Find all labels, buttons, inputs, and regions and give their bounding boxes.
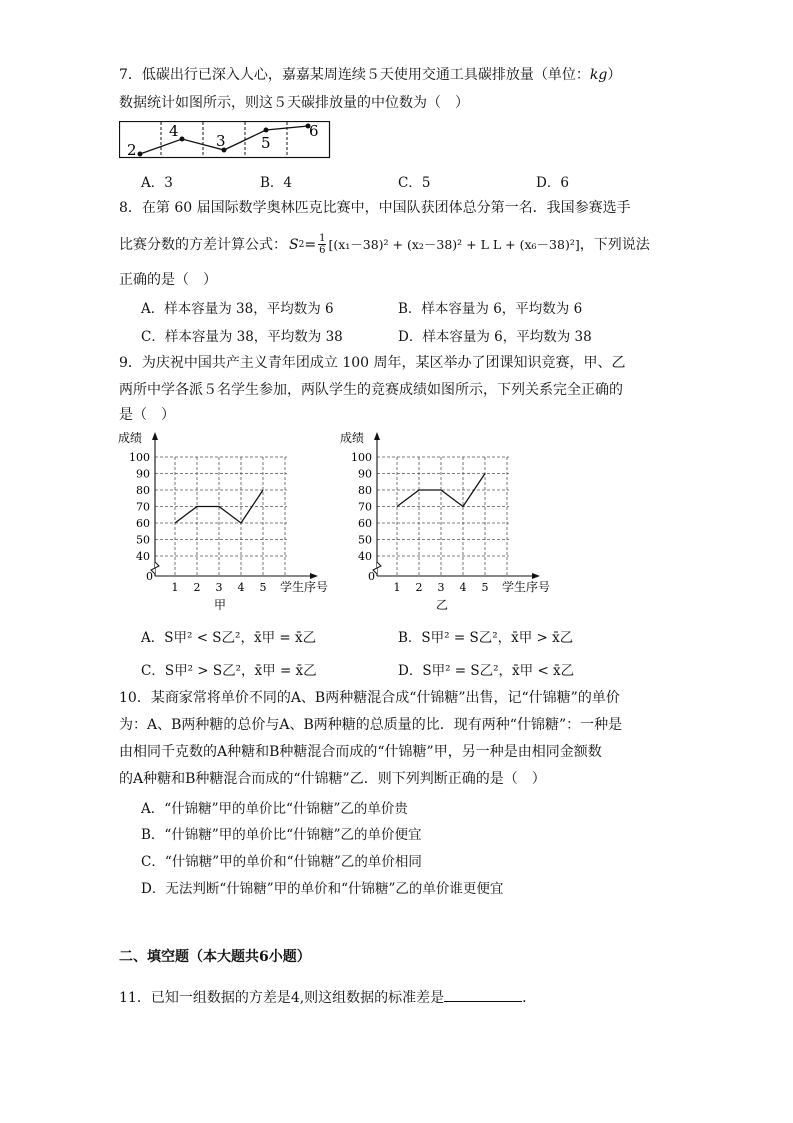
- q11-line: [119, 987, 536, 1008]
- y-tick-label: 0: [368, 570, 375, 583]
- y-axis-arrow: [374, 432, 380, 440]
- x-axis-label: 学生序号: [280, 580, 329, 594]
- q7-line2: 数据统计如图所示，则这５天碳排放量的中位数为（ ）: [119, 95, 469, 111]
- chart-jia: [112, 428, 337, 618]
- q9-line1: 9．为庆祝中国共产主义青年团成立 100 周年，某区举办了团课知识竞赛，甲、乙: [119, 355, 626, 371]
- q8-formula-s: S: [289, 236, 299, 253]
- x-axis-arrow: [310, 573, 318, 579]
- y-tick-label: 100: [351, 451, 372, 464]
- q9-line2: 两所中学各派５名学生参加，两队学生的竞赛成绩如图所示，下列关系完全正确的: [119, 382, 623, 398]
- x-axis-arrow: [532, 573, 540, 579]
- y-tick-label: 50: [136, 533, 150, 547]
- q8-formula-body: [(x₁－38)² + (x₂－38)² + L L + (x₆－38)²]: [328, 236, 580, 252]
- q7-value-label: 3: [216, 132, 226, 150]
- q8-fraction-num: 1: [319, 233, 326, 244]
- q9-option-c[interactable]: C．S甲² > S乙²，x̄甲 = x̄乙: [141, 663, 317, 679]
- q8-fraction-den: 6: [319, 245, 326, 256]
- q9-option-b[interactable]: B．S甲² = S乙²，x̄甲 > x̄乙: [398, 630, 574, 646]
- y-tick-label: 90: [136, 467, 150, 481]
- x-tick-label: 3: [437, 581, 445, 594]
- q8-option-c[interactable]: C．样本容量为 38，平均数为 38: [141, 329, 343, 345]
- q7-option-a[interactable]: A．3: [141, 175, 173, 191]
- q11-answer-blank[interactable]: [444, 987, 522, 1002]
- q8-option-d[interactable]: D．样本容量为 6，平均数为 38: [398, 329, 592, 345]
- q8-line2: [119, 233, 650, 256]
- q7-line1: [119, 65, 621, 85]
- x-tick-label: 2: [415, 581, 423, 594]
- q9-option-a[interactable]: A．S甲² < S乙²，x̄甲 = x̄乙: [141, 630, 317, 646]
- y-tick-label: 70: [358, 500, 372, 514]
- q8-line1: 8．在第 60 届国际数学奥林匹克比赛中，中国队获团体总分第一名．我国参赛选手: [119, 200, 631, 216]
- q10-option-d[interactable]: D．无法判断“什锦糖”甲的单价和“什锦糖”乙的单价谁更便宜: [141, 881, 504, 897]
- q7-text: 7．低碳出行已深入人心，嘉嘉某周连续５天使用交通工具碳排放量（单位：: [119, 67, 590, 83]
- y-tick-label: 80: [136, 484, 150, 497]
- q10-line3: 由相同千克数的A种糖和B种糖混合而成的“什锦糖”甲，另一种是由相同金额数: [119, 744, 602, 760]
- chart-caption: 乙: [435, 598, 449, 612]
- q8-line2-end: ，下列说法: [579, 236, 650, 253]
- q10-option-c[interactable]: C．“什锦糖”甲的单价和“什锦糖”乙的单价相同: [141, 854, 422, 870]
- q10-line4: 的A种糖和B种糖混合而成的“什锦糖”乙．则下列判断正确的是（ ）: [119, 771, 546, 787]
- y-tick-label: 0: [146, 570, 153, 583]
- q8-option-b[interactable]: B．样本容量为 6，平均数为 6: [398, 301, 583, 317]
- x-tick-label: 1: [171, 581, 179, 594]
- q10-option-b[interactable]: B．“什锦糖”甲的单价比“什锦糖”乙的单价便宜: [141, 827, 422, 843]
- y-tick-label: 60: [136, 517, 150, 530]
- q7-option-c[interactable]: C．5: [398, 175, 431, 191]
- x-tick-label: 2: [193, 581, 201, 594]
- q7-value-label: 5: [261, 134, 271, 152]
- x-tick-label: 3: [215, 581, 223, 594]
- y-tick-label: 80: [358, 484, 372, 497]
- y-tick-label: 60: [358, 517, 372, 530]
- x-tick-label: 5: [259, 581, 267, 594]
- q7-end: ）: [607, 67, 622, 83]
- q10-option-a[interactable]: A．“什锦糖”甲的单价比“什锦糖”乙的单价贵: [141, 801, 408, 817]
- x-axis-label: 学生序号: [502, 580, 551, 594]
- y-tick-label: 100: [129, 451, 150, 464]
- y-tick-label: 70: [136, 500, 150, 514]
- q7-value-label: 6: [309, 122, 319, 140]
- q9-line3: 是（ ）: [119, 407, 175, 423]
- y-axis-label: 成绩: [340, 431, 365, 445]
- y-tick-label: 90: [358, 467, 372, 481]
- y-axis-arrow: [152, 432, 158, 440]
- q8-formula-sup: 2: [298, 239, 305, 250]
- q8-option-a[interactable]: A．样本容量为 38，平均数为 6: [141, 301, 334, 317]
- q8-line3: 正确的是（ ）: [119, 272, 217, 288]
- q7-value-label: 4: [169, 122, 179, 140]
- section-title: 二、填空题（本大题共6小题）: [119, 949, 311, 965]
- q11-text: 11．已知一组数据的方差是4,则这组数据的标准差是: [119, 990, 445, 1006]
- chart-yi: [334, 428, 559, 618]
- x-tick-label: 4: [459, 581, 467, 594]
- q7-unit: kg: [589, 67, 608, 83]
- x-tick-label: 4: [237, 581, 245, 594]
- q7-figure: [119, 121, 331, 159]
- q7-option-b[interactable]: B．4: [260, 175, 293, 191]
- q7-value-label: 2: [127, 141, 137, 159]
- q11-end: ．: [522, 990, 537, 1006]
- x-tick-label: 1: [393, 581, 401, 594]
- chart-caption: 甲: [213, 598, 227, 612]
- y-tick-label: 40: [136, 550, 150, 563]
- q7-option-d[interactable]: D．6: [536, 175, 569, 191]
- q9-option-d[interactable]: D．S甲² = S乙²，x̄甲 < x̄乙: [398, 663, 575, 679]
- q10-line1: 10．某商家常将单价不同的A、B两种糖混合成“什锦糖”出售，记“什锦糖”的单价: [119, 690, 620, 706]
- q8-formula-label: 比赛分数的方差计算公式：: [119, 236, 287, 253]
- q8-fraction: [318, 233, 326, 256]
- q8-formula-eq: =: [304, 236, 317, 253]
- y-axis-label: 成绩: [118, 431, 143, 445]
- x-tick-label: 5: [481, 581, 489, 594]
- y-tick-label: 50: [358, 533, 372, 547]
- y-tick-label: 40: [358, 550, 372, 563]
- q10-line2: 为：A、B两种糖的总价与A、B两种糖的总质量的比．现有两种“什锦糖”：一种是: [119, 717, 623, 733]
